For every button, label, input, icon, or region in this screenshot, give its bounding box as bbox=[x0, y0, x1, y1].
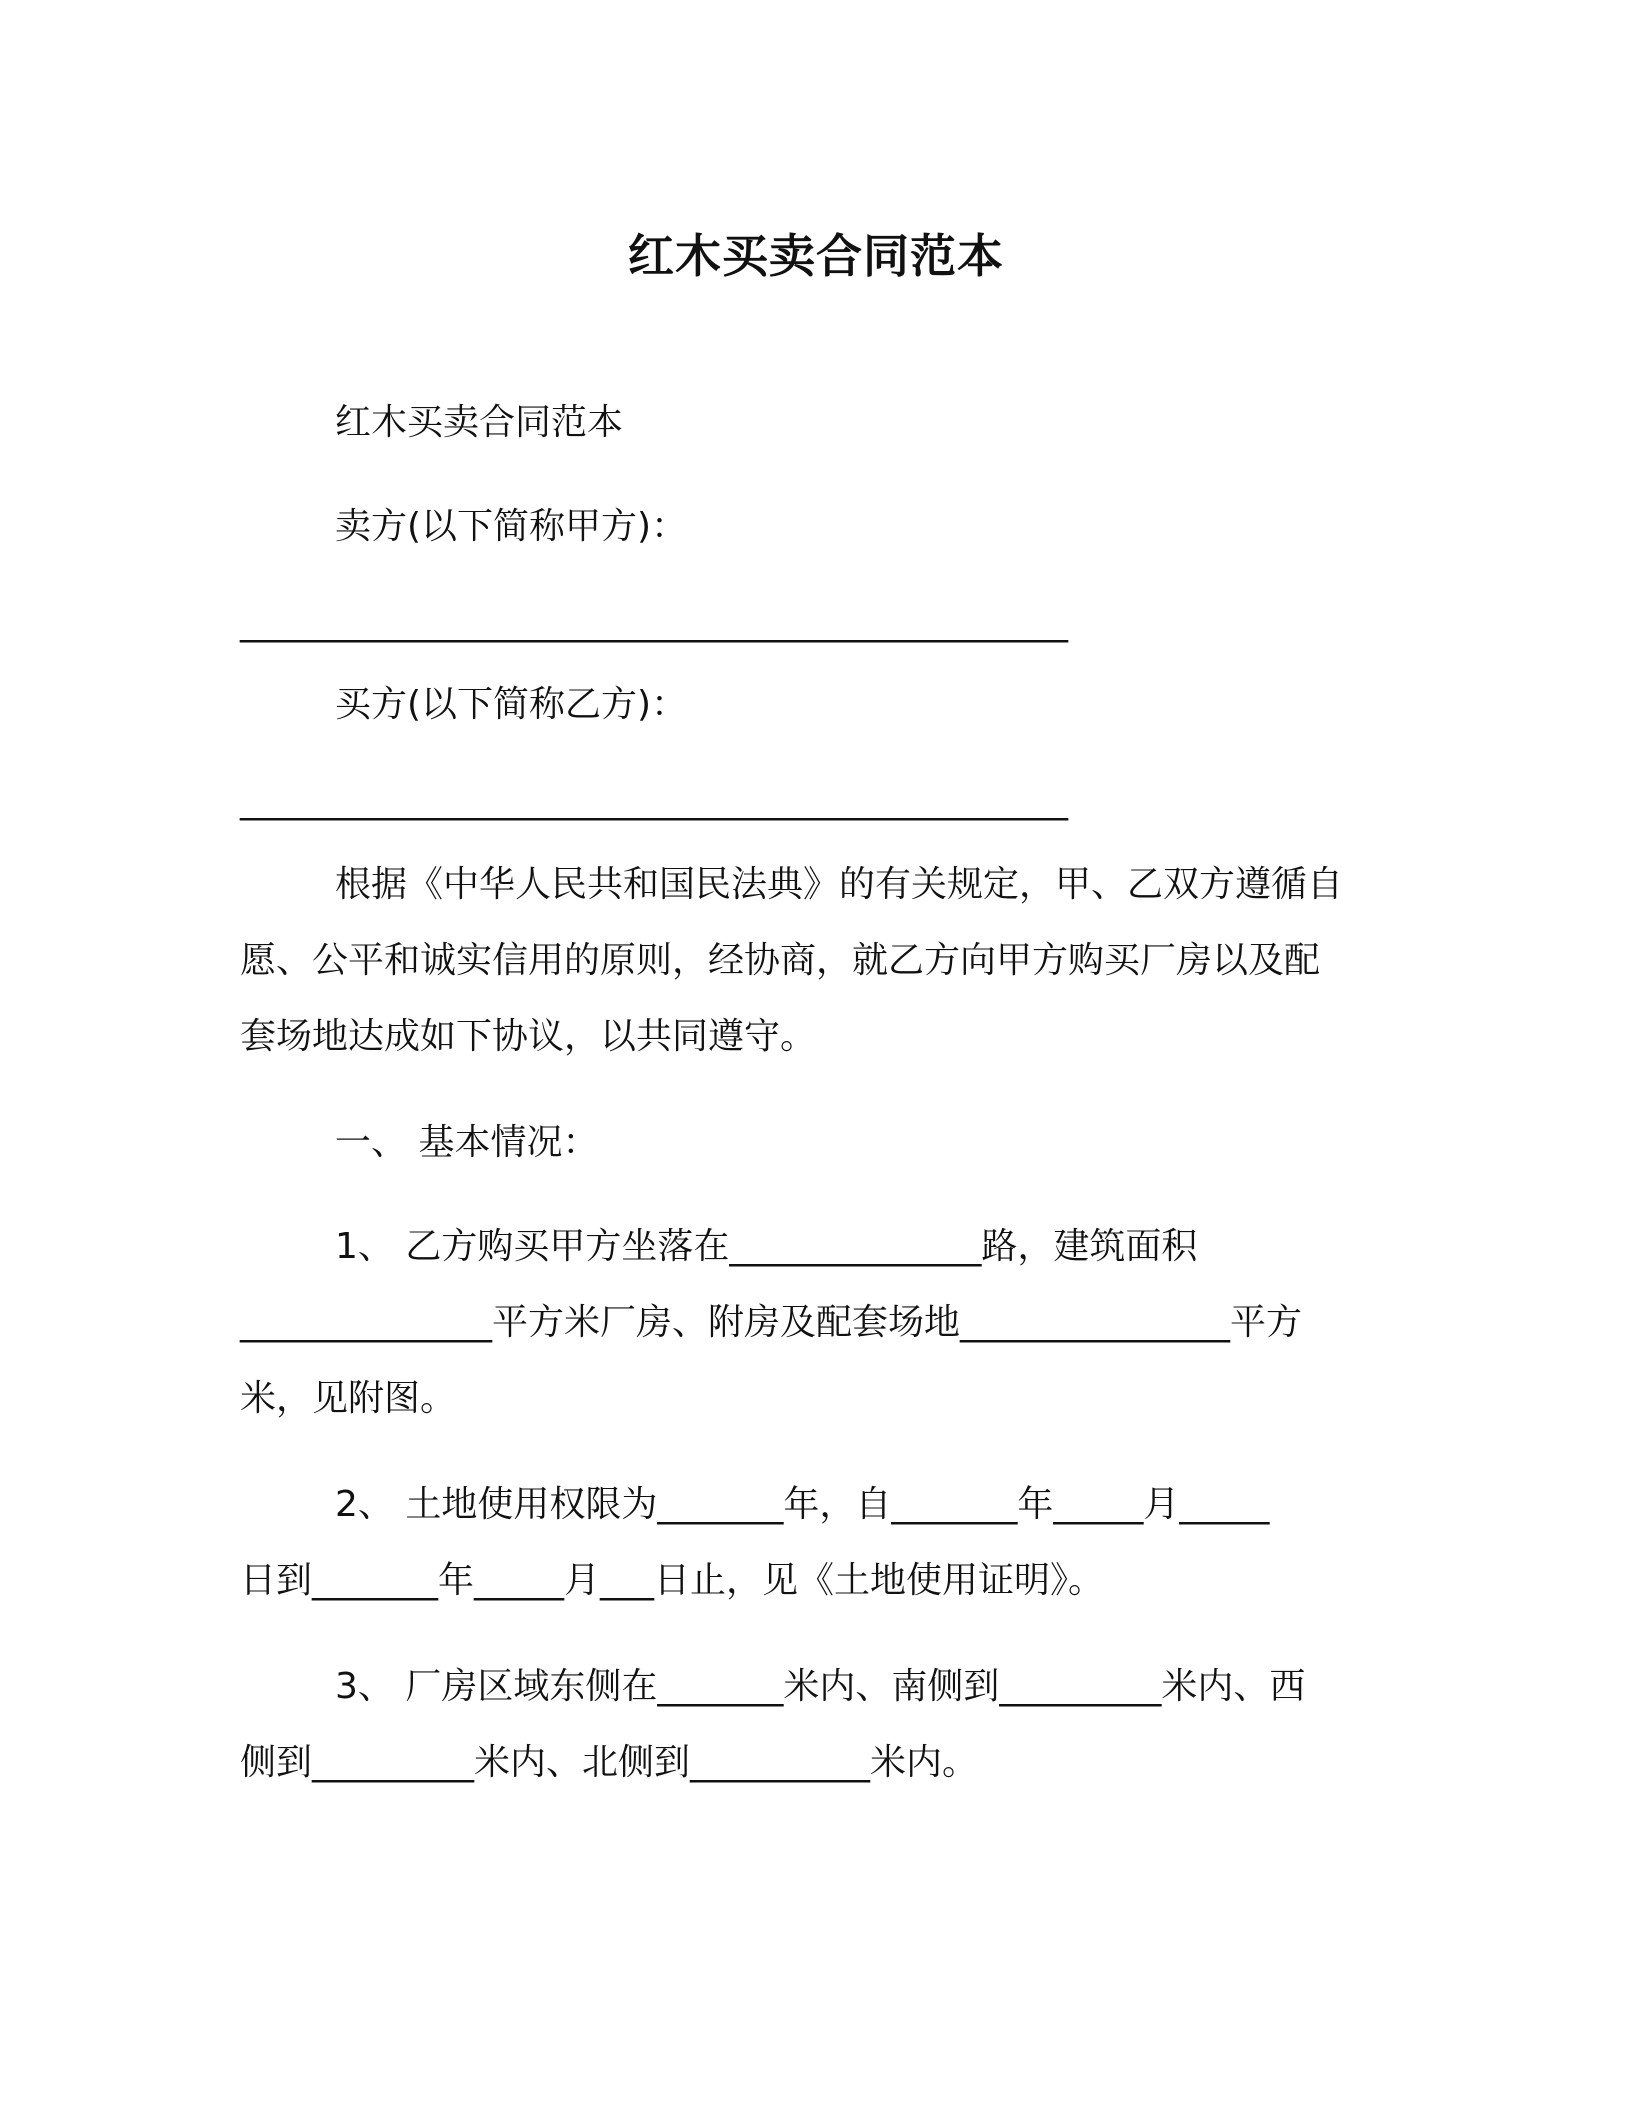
clause-2-line-1: 2、 土地使用权限为_______年，自_______年_____月_____ bbox=[335, 1484, 1270, 1525]
preamble-line-3: 套场地达成如下协议，以共同遵守。 bbox=[240, 1016, 817, 1057]
seller-blank-line: ______________________________________________ bbox=[240, 602, 1068, 643]
section-heading-basic: 一、 基本情况： bbox=[335, 1122, 599, 1163]
subtitle-line: 红木买卖合同范本 bbox=[335, 402, 624, 443]
clause-1-line-2: ______________平方米厂房、附房及配套场地_______________平方 bbox=[240, 1302, 1303, 1343]
preamble-line-1: 根据《中华人民共和国民法典》的有关规定，甲、乙双方遵循自 bbox=[335, 864, 1344, 905]
preamble-line-2: 愿、公平和诚实信用的原则，经协商，就乙方向甲方购买厂房以及配 bbox=[240, 940, 1321, 981]
buyer-blank-line: ______________________________________________ bbox=[240, 780, 1068, 821]
seller-label: 卖方(以下简称甲方)： bbox=[335, 506, 688, 547]
buyer-label: 买方(以下简称乙方)： bbox=[335, 684, 688, 725]
clause-3-line-1: 3、 厂房区域东侧在_______米内、南侧到_________米内、西 bbox=[335, 1666, 1306, 1707]
clause-2-line-2: 日到_______年_____月___日止，见《土地使用证明》。 bbox=[240, 1560, 1105, 1601]
clause-1-line-3: 米，见附图。 bbox=[240, 1378, 457, 1419]
clause-1-line-1: 1、 乙方购买甲方坐落在______________路，建筑面积 bbox=[335, 1226, 1198, 1267]
document-title: 红木买卖合同范本 bbox=[628, 229, 1004, 283]
clause-3-line-2: 侧到_________米内、北侧到__________米内。 bbox=[240, 1742, 979, 1783]
